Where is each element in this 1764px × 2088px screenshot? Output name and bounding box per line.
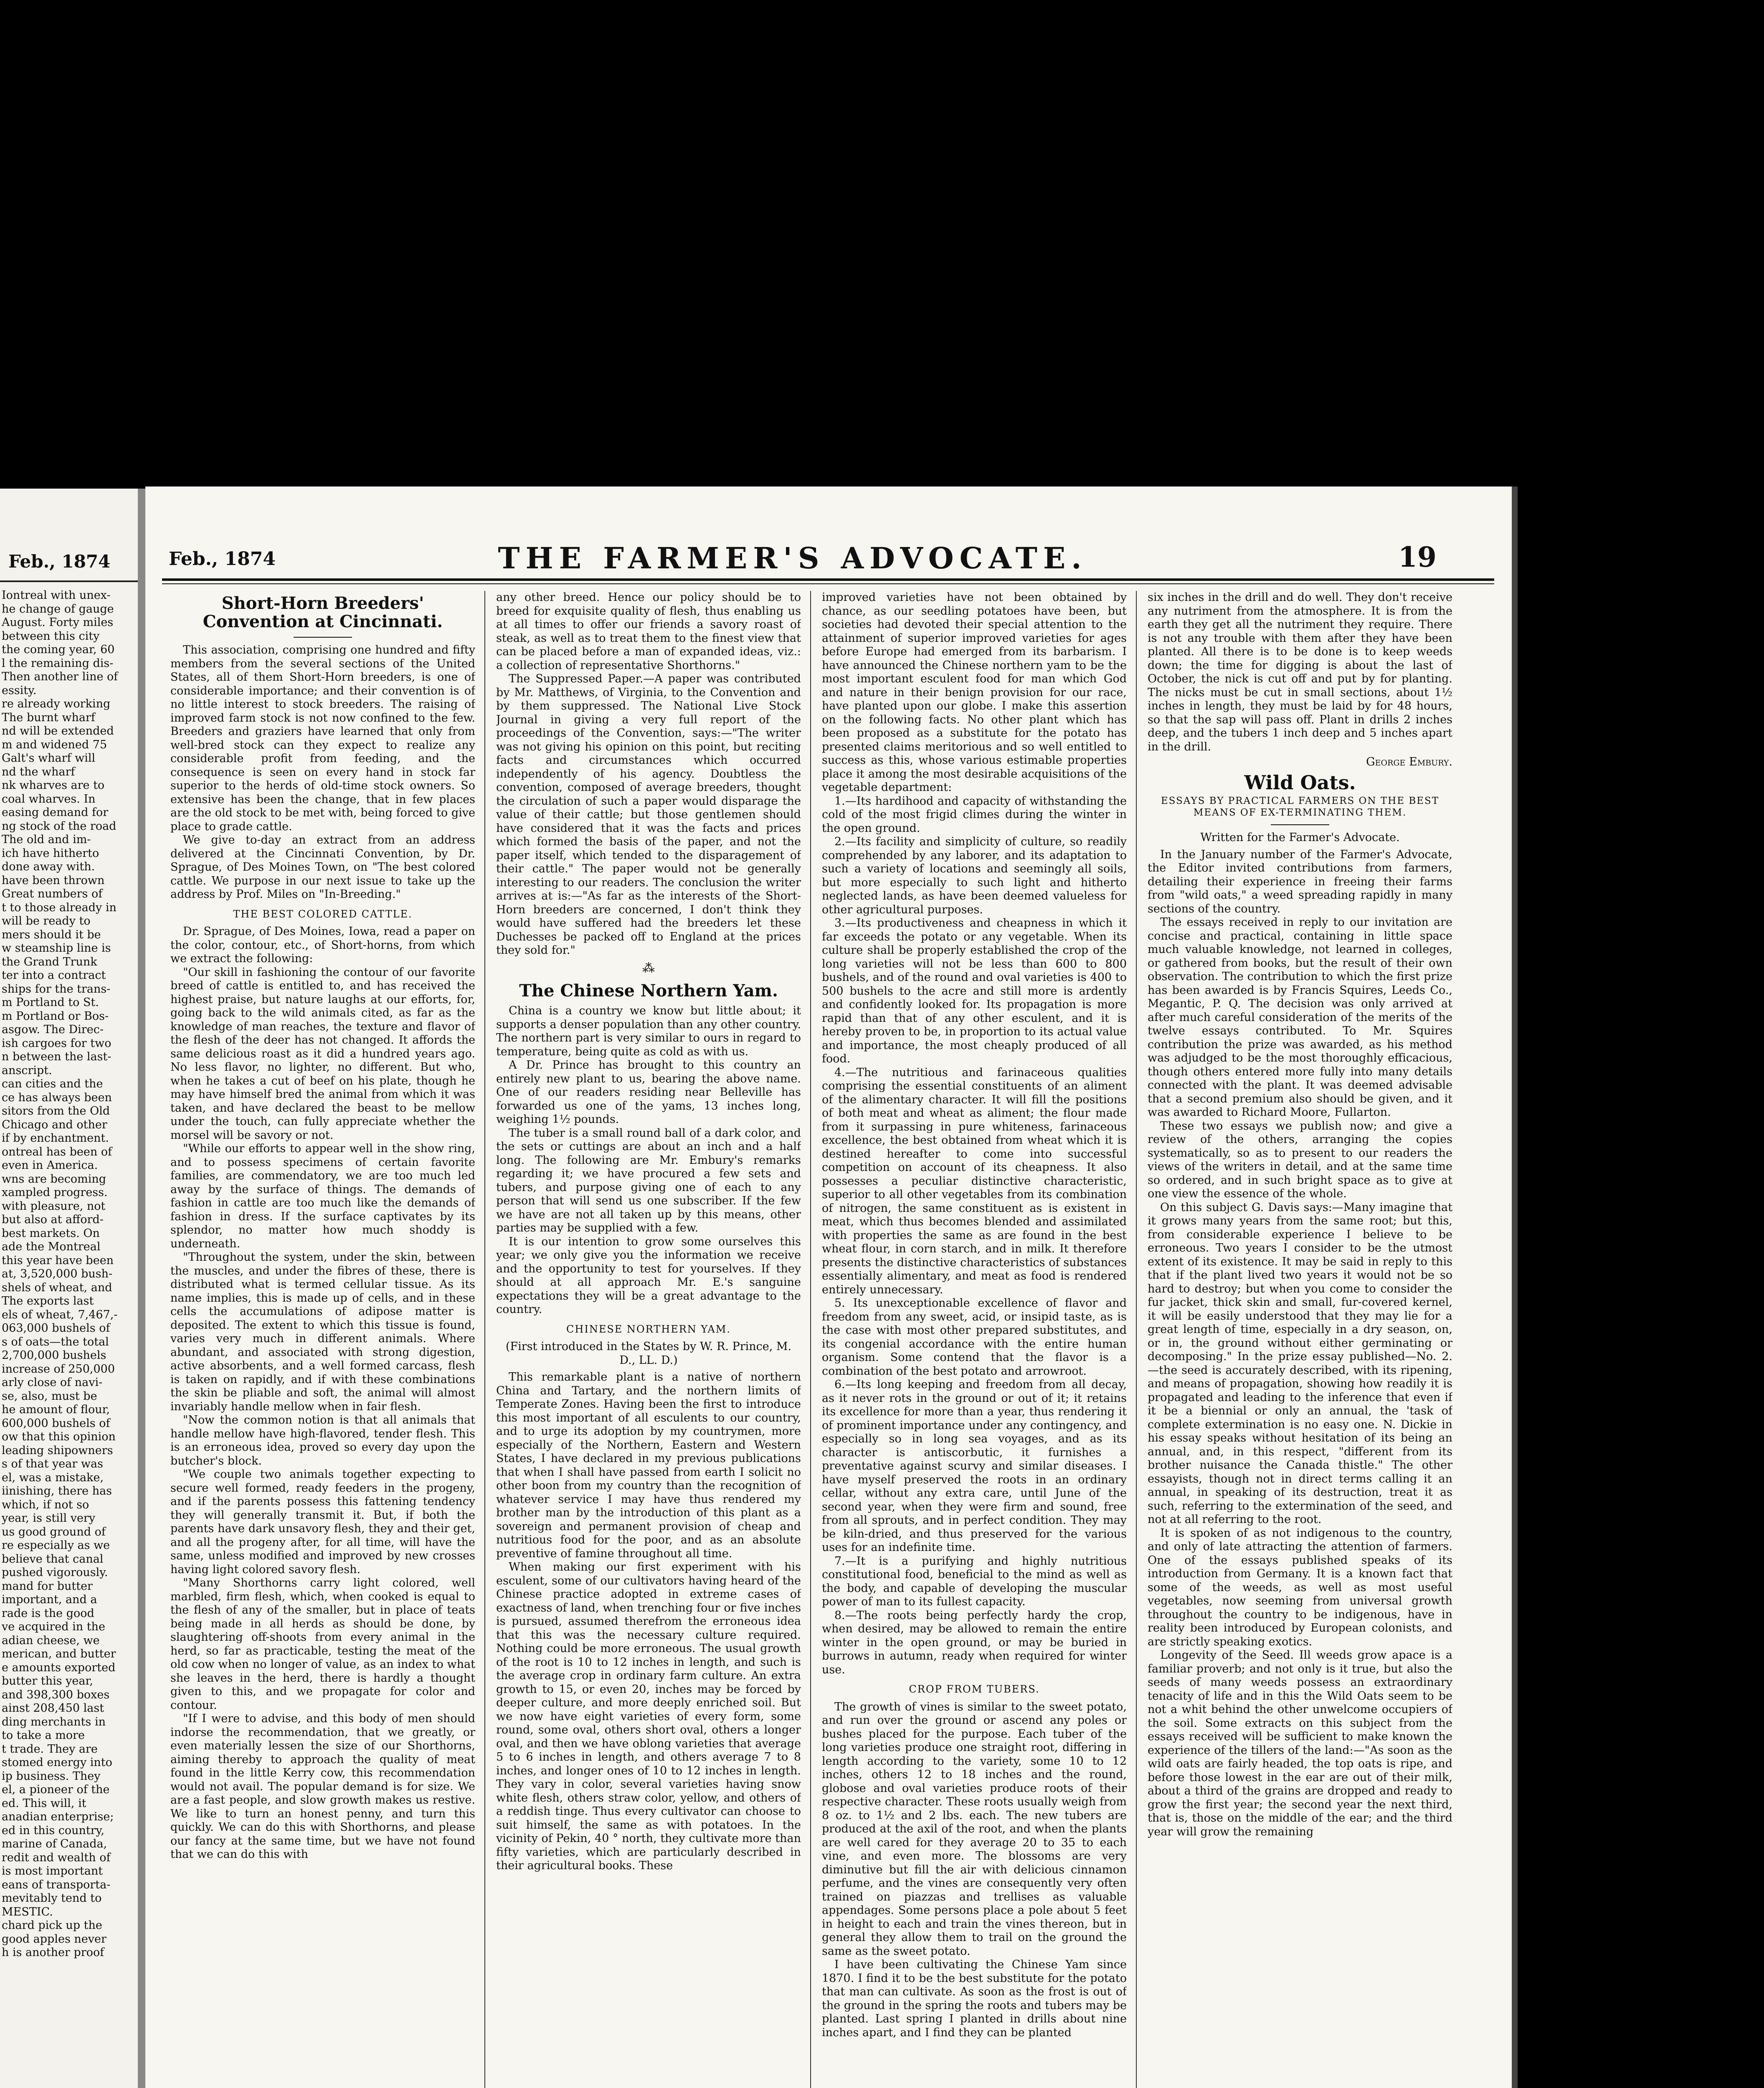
author-signature: George Embury. [1366,755,1452,768]
left-page-fragment [0,489,138,2088]
paragraph: On this subject G. Davis says:—Many imagine that it grows many years from the same root; but this, from considerable experience I believe to be erroneous. Two years I consider to be the utmost extent of its existence. It may be said in reply to this that if the plant lived two years it would not be so hard to destroy; but when you come to consider the fur jacket, thick skin and small, fur-covered kernel, it will be easily understood that they may lie for a great length of time, especially in a dry season, on, or in, the ground without either germinating or decomposing." In the prize essay published—No. 2.—the seed is accurately described, with its ripening, and means of propagation, showing how readily it is propagated and leading to the inference that even if it be a biennial or only an annual, the 'task of complete extermination is no easy one. N. Dickie in his essay speaks without hesitation of its being an annual, and, in this respect, "different from its brother nuisance the Canada thistle." The other essayists, though not in direct terms calling it an annual, in speaking of its destruction, treat it as such, referring to the extermination of the seed, and not at all referring to the root. [1148,1201,1452,1526]
section-subhead: ESSAYS BY PRACTICAL FARMERS ON THE BEST MEANS OF EX-TERMINATING THEM. [1161,796,1440,818]
paragraph: "Now the common notion is that all animals that handle mellow have high-flavored, tender flesh. This is an erroneous idea, proved so every day upon the butcher's block. [170,1414,475,1467]
paragraph: 7.—It is a purifying and highly nutritious constitutional food, beneficial to the mind as well as the body, and capable of developing the muscular power of man to its fullest capacity. [822,1554,1127,1608]
left-header-rule [0,580,138,582]
paragraph: A Dr. Prince has brought to this country an entirely new plant to us, bearing the above name. One of our readers residing near Belleville has forwarded us one of the yams, 13 inches long, weighing 1½ pounds. [496,1059,801,1126]
article-headline-wild-oats: Wild Oats. [1244,771,1356,794]
paragraph: In the January number of the Farmer's Advocate, the Editor invited contributions from farmers, detailing their experience in freeing their farms from "wild oats," a weed spreading rapidly in many sections of the country. [1148,848,1452,915]
paragraph: The tuber is a small round ball of a dark color, and the sets or cuttings are about an inch and a half long. The following are Mr. Embury's remarks regarding it; we have procured a few sets and tubers, and purpose giving one of each to any person that will send us one subscriber. If the few we have are not all taken up by this means, other parties may be supplied with a few. [496,1126,801,1234]
paragraph: "While our efforts to appear well in the show ring, and to possess specimens of certain favorite families, are commendatory, we are too much led away by the surface of things. The demands of fashion in cattle are too much like the demands of fashion in dress. If the surface captivates by its splendor, no matter how much shoddy is underneath. [170,1142,475,1250]
column-rule-3 [1136,591,1137,2088]
subhead-divider [1271,824,1329,825]
paragraph: "Many Shorthorns carry light colored, well marbled, firm flesh, which, when cooked is equal to the flesh of any of the smaller, but in place of teats being made in all herds as should be done, by slaughtering off-shoots from every animal in the herd, so far as practicable, testing the meat of the old cow when no longer of value, as an index to what she leaves in the herd, there is hardly a thought given to this, and we propagate for color and contour. [170,1576,475,1712]
section-subhead: THE BEST COLORED CATTLE. [233,908,413,920]
masthead: THE FARMER'S ADVOCATE. [498,541,1087,575]
paragraph: 8.—The roots being perfectly hardy the crop, when desired, may be allowed to remain the entire winter in the open ground, or may be buried in burrows in autumn, ready when required for winter use. [822,1609,1127,1676]
header-rule-thin [162,583,1494,584]
paragraph: When making our first experiment with his esculent, some of our cultivators having heard of the Chinese practice adopted in extreme cases of exactness of land, when trenching four or five inches is pursued, assumed therefrom the erroneous idea that this was the necessary culture required. Nothing could be more erroneous. The usual growth of the root is 10 to 12 inches in length, and such is the average crop in ordinary farm culture. An extra growth to 15, or even 20, inches may be forced by deeper culture, and more deeply enriched soil. But we now have eight varieties of every form, some round, some oval, others short oval, others a longer oval, and then we have oblong varieties that average 5 to 6 inches in length, and others average 7 to 8 inches, and longer ones of 10 to 12 inches in length. They vary in color, several varieties having snow white flesh, others straw color, yellow, and others of a reddish tinge. Thus every cultivator can choose to suit himself, the same as with potatoes. In the vicinity of Pekin, 40 ° north, they cultivate more than fifty varieties, which are particularly described in their agricultural books. These [496,1561,801,1872]
paragraph: "We couple two animals together expecting to secure well formed, ready feeders in the progeny, and if the parents possess this fattening tendency they will generally transmit it. But, if both the parents have dark unsavory flesh, they and their get, and all the progeny after, for all time, will have the same, unless modified and improved by new crosses having light colored savory flesh. [170,1468,475,1576]
headline-divider [294,637,352,638]
paragraph: China is a country we know but little about; it supports a denser population than any other country. The northern part is very similar to ours in regard to temperature, being quite as cold as with us. [496,1004,801,1058]
column-rule-1 [484,591,485,2088]
column-4 [1148,591,1452,2088]
column-rule-2 [810,591,811,2088]
column-2 [496,591,801,2088]
paragraph: It is our intention to grow some ourselves this year; we only give you the information we receive and the opportunity to test for yourselves. If they should at all approach Mr. E.'s sanguine expectations they will be a great advantage to the country. [496,1235,801,1316]
left-column-text: Iontreal with unex- he change of gauge August. Forty miles between this city the coming year, 60 l the remaining dis- Then another line of essity. re already working The burnt wharf nd will be extended m and widened 75 Galt's wharf will nd the wharf nk wharves are to coal wharves. In easing demand for ng stock of the road The old and im- ich have hitherto done away with. have been thrown Great numbers of t to those already in will be ready to mers should it be w steamship line is the Grand Trunk ter into a contract ships for the trans- m Portland to St. m Portland or Bos- asgow. The Direc- ish cargoes for two n between the last- anscript. can cities and the ce has always been sitors from the Old Chicago and other if by enchantment. ontreal has been of even in America. wns are becoming xampled progress. with pleasure, not but also at afford- best markets. On ade the Montreal this year have been at, 3,520,000 bush- shels of wheat, and The exports last els of wheat, 7,467,- 063,000 bushels of s of oats—the total 2,700,000 bushels increase of 250,000 arly close of navi- se, also, must be he amount of flour, 600,000 bushels of ow that this opinion leading shipowners s of that year was el, was a mistake, iinishing, there has which, if not so year, is still very us good ground of re especially as we believe that canal pushed vigorously. mand for butter important, and a rade is the good ve acquired in the adian cheese, we merican, and butter e amounts exported butter this year, and 398,300 boxes ainst 208,450 last ding merchants in to take a more t trade. They are stomed energy into ip business. They el, a pioneer of the ed. This will, it anadian enterprise; ed in this country, marine of Canada, redit and wealth of is most important eans of transporta- mevitably tend to MESTIC. chard pick up the good apples never h is another proof [2,589,118,1959]
column-1 [170,591,475,2088]
paragraph: 3.—Its productiveness and cheapness in which it far exceeds the potato or any vegetable. When its culture shall be properly established the crop of the long varieties will not be less than 600 to 800 bushels, and of the round and oval varieties is 400 to 500 bushels to the acre and still more is ardently and confidently looked for. Its propagation is more rapid than that of any other esculent, and it is hereby proven to be, in proportion to its actual value and importance, the most cheaply produced of all food. [822,917,1127,1065]
paragraph: I have been cultivating the Chinese Yam since 1870. I find it to be the best substitute for the potato that man can cultivate. As soon as the frost is out of the ground in the spring the roots and tubers may be planted. Last spring I planted in drills about nine inches apart, and I find they can be planted [822,1958,1127,2039]
paragraph: "Throughout the system, under the skin, between the muscles, and under the fibres of these, there is distributed what is termed cellular tissue. As its name implies, this is made up of cells, and in these cells the accumulations of adipose matter is deposited. The extent to which this tissue is found, varies very much in different animals. Where abundant, and associated with strong digestion, active absorbents, and a well formed carcass, flesh is taken on rapidly, and if with these combinations the skin be pliable and soft, the animal will almost invariably handle mellow when in fair flesh. [170,1251,475,1413]
header-rule [162,578,1494,581]
paragraph: six inches in the drill and do well. They don't receive any nutriment from the atmosphere. It is from the earth they get all the nutriment they require. There is not any trouble with them after they have been planted. All there is to be done is to keep weeds down; the time for digging is about the last of October, the nick is cut off and put by for planting. The nicks must be cut in small sections, about 1½ inches in length, they must be laid by for 48 hours, so that the sap will pass off. Plant in drills 2 inches deep, and the tubers 1 inch deep and 5 inches apart in the drill. [1148,591,1452,753]
article-byline: Written for the Farmer's Advocate. [1200,831,1400,844]
article-credit: (First introduced in the States by W. R. Prince, M. D., LL. D.) [505,1340,792,1367]
paragraph: This remarkable plant is a native of northern China and Tartary, and the northern limits of Temperate Zones. Having been the first to introduce this most important of all esculents to our country, and to urge its adoption by my countrymen, more especially of the Northern, Eastern and Western States, I have declared in my previous publications that when I shall have passed from earth I solicit no other boon from my country than the recognition of whatever service I may have thus rendered my brother man by the introduction of this plant as a sovereign and permanent provision of cheap and nutritious food for the poor, and as an absolute preventive of famine throughout all time. [496,1371,801,1560]
paragraph: The essays received in reply to our invitation are concise and practical, containing in little space much valuable knowledge, not learned in colleges, or gathered from books, but the result of their own observation. The contribution to which the first prize has been awarded is by Francis Squires, Leeds Co., Megantic, P. Q. The decision was only arrived at after much careful consideration of the merits of the twelve essays contributed. To Mr. Squires contribution the prize was awarded, as his method was adjudged to be the most thoroughly efficacious, though others entered more fully into many details connected with the plant. It was deemed advisable that a second premium also should be given, and it was awarded to Richard Moore, Fullarton. [1148,916,1452,1119]
column-3 [822,591,1127,2088]
article-headline-shorthorn: Short-Horn Breeders' Convention at Cincinnati. [203,593,443,631]
page-edge [1512,487,1518,2088]
section-ornament: ⁂ [642,960,655,976]
left-running-head: Feb., 1874 [8,551,111,572]
paragraph: improved varieties have not been obtained by chance, as our seedling potatoes have been, but societies had devoted their special attention to the attainment of superior improved varieties for ages before Europe had emerged from its barbarism. I have announced the Chinese northern yam to be the most important esculent food for man which God and nature in their benign provision for our race, have planted upon our globe. I make this assertion on the following facts. No other plant which has been proposed as a substitute for the potato has presented claims meritorious and so well entitled to success as this, whose various estimable properties place it among the most desirable acquisitions of the vegetable department: [822,591,1127,794]
paragraph: The growth of vines is similar to the sweet potato, and run over the ground or ascend any poles or bushes placed for the purpose. Each tuber of the long varieties produce one straight root, differing in length according to the variety, some 10 to 12 inches, others 12 to 18 inches and the round, globose and oval varieties produce roots of their respective character. These roots usually weigh from 8 oz. to 1½ and 2 lbs. each. The new tubers are produced at the axil of the root, and when the plants are well cared for they average 20 to 35 to each vine, and even more. The blossoms are very diminutive but fill the air with delicious cinnamon perfume, and the vines are consequently very often trained on piazzas and trellises as valuable appendages. Some persons place a pole about 5 feet in height to each and train the vines thereon, but in general they allow them to trail on the ground the same as the sweet potato. [822,1700,1127,1958]
paragraph: Longevity of the Seed. Ill weeds grow apace is a familiar proverb; and not only is it true, but also the seeds of many weeds possess an extraordinary tenacity of life and in this the Wild Oats seem to be not a whit behind the other unwelcome occupiers of the soil. Some extracts on this subject from the essays received will be sufficient to make known the experience of the tillers of the land:—"As soon as the wild oats are fairly headed, the top oats is ripe, and before those lowest in the ear are out of their milk, about a third of the grains are dropped and ready to grow the first year; the second year the next third, that is, those on the middle of the ear; and the third year will grow the remaining [1148,1649,1452,1838]
paragraph: "Our skill in fashioning the contour of our favorite breed of cattle is entitled to, and has received the highest praise, but nature laughs at our efforts, for, going back to the wild animals cited, as far as the knowledge of man reaches, the texture and flavor of the flesh of the deer has not changed. It affords the same delicious roast as it did a hundred years ago. No less flavor, no lighter, no different. But who, when he takes a cut of beef on his plate, though he may have himself bred the animal from which it was taken, and have declared the beast to be mellow under the touch, can fully appreciate whether the morsel will be savory or not. [170,965,475,1142]
paragraph: 1.—Its hardihood and capacity of withstanding the cold of the most frigid climes during the winter in the open ground. [822,794,1127,835]
paragraph: 5. Its unexceptionable excellence of flavor and freedom from any sweet, acid, or insipid taste, as is the case with most other prepared substitutes, and its congenial accordance with the entire human organism. Some contend that the flavor is a combination of the best potato and arrowroot. [822,1297,1127,1378]
paragraph: Dr. Sprague, of Des Moines, Iowa, read a paper on the color, contour, etc., of Short-horns, from which we extract the following: [170,925,475,965]
header-date: Feb., 1874 [169,548,276,570]
paragraph: We give to-day an extract from an address delivered at the Cincinnati Convention, by Dr. Sprague, of Des Moines Town, on "The best colored cattle. We purpose in our next issue to take up the address by Prof. Miles on "In-Breeding." [170,834,475,901]
section-subhead: CROP FROM TUBERS. [909,1683,1040,1695]
page-header [145,487,1518,575]
paragraph: These two essays we publish now; and give a review of the others, arranging the copies systematically, so as to present to our readers the views of the writers in detail, and at the same time so ordered, and in such bright space as to give at one view the essence of the whole. [1148,1119,1452,1200]
page-gutter [138,489,145,2088]
main-page [145,487,1518,2088]
paragraph: The Suppressed Paper.—A paper was contributed by Mr. Matthews, of Virginia, to the Convention and by them suppressed. The National Live Stock Journal in giving a very full report of the proceedings of the Convention, says:—"The writer was not giving his opinion on this point, but reciting facts and circumstances which occurred independently of his agency. Doubtless the convention, composed of average breeders, thought the circulation of such a paper would disparage the value of their cattle; but those gentlemen should have considered that it was the facts and prices which formed the basis of the paper, and not the paper itself, which tended to the disparagement of their cattle." The paper would not be generally interesting to our readers. The conclusion the writer arrives at is:—"As far as the interests of the Short-Horn breeders are concerned, I don't think they would have suffered had the breeders let these Duchesses be packed off to England at the prices they sold for." [496,672,801,957]
section-subhead: CHINESE NORTHERN YAM. [566,1323,731,1335]
paragraph: It is spoken of as not indigenous to the country, and only of late attracting the attention of farmers. One of the essays published speaks of its introduction from Germany. It is a known fact that some of the weeds, as well as most useful vegetables, now seeming from universal growth throughout the country to be indigenous, have in reality been introduced by European colonists, and are strictly speaking exotics. [1148,1526,1452,1648]
paragraph: 4.—The nutritious and farinaceous qualities comprising the essential constituents of an aliment of the alimentary character. It will fill the positions of both meat and wheat as aliment; the flour made from it surpassing in pure whiteness, farinaceous excellence, the best obtained from wheat which it is destined hereafter to come into successful competition on account of its cheapness. It also possesses a peculiar distinctive characteristic, superior to all other vegetables from its combination of nitrogen, the same constituent as is existent in meat, which thus becomes blended and assimilated with properties the same as are found in the best wheat flour, in corn starch, and in milk. It therefore presents the distinctive characteristics of substances essentially alimentary, and meat as food is rendered entirely unnecessary. [822,1066,1127,1296]
paragraph: "If I were to advise, and this body of men should indorse the recommendation, that we greatly, or even materially lessen the size of our Shorthorns, aiming thereby to approach the quality of meat found in the little Kerry cow, this recommendation would not avail. The popular demand is for size. We are a fast people, and slow growth makes us restive. We like to turn an honest penny, and turn this quickly. We can do this with Shorthorns, and please our fancy at the same time, but we have not found that we can do this with [170,1712,475,1861]
article-headline-yam: The Chinese Northern Yam. [519,981,778,1001]
paragraph: 6.—Its long keeping and freedom from all decay, as it never rots in the ground or out of it; it retains its excellence for more than a year, thus rendering it of prominent importance under any contingency, and especially so in long sea voyages, and as its character is antiscorbutic, it furnishes a preventative against scurvy and similar diseases. I have myself preserved the roots in an ordinary cellar, without any extra care, until June of the second year, when they were firm and sound, free from all sprouts, and in perfect condition. They may be kiln-dried, and thus preserved for the various uses for an indefinite time. [822,1378,1127,1554]
paragraph: This association, comprising one hundred and fifty members from the several sections of the United States, all of them Short-Horn breeders, is one of considerable importance; and their convention is of no little interest to stock breeders. The raising of improved farm stock is not now confined to the few. Breeders and graziers have learned that only from well-bred stock can they expect to realize any considerable profit from feeding, and the consequence is seen on every hand in stock far superior to the herds of old-time stock owners. So extensive has been the change, that in few places are the old stock to be met with, being forced to give place to grade cattle. [170,644,475,833]
paragraph: any other breed. Hence our policy should be to breed for exquisite quality of flesh, thus enabling us at all times to offer our friends a savory roast of steak, as well as to treat them to the finest view that can be placed before a man of expanded ideas, viz.: a collection of representative Shorthorns." [496,591,801,672]
page-number: 19 [1398,541,1437,573]
paragraph: 2.—Its facility and simplicity of culture, so readily comprehended by any laborer, and its adaptation to such a variety of locations and seemingly all soils, but more especially to such light and hitherto neglected lands, as have been deemed valueless for other agricultural purposes. [822,835,1127,916]
